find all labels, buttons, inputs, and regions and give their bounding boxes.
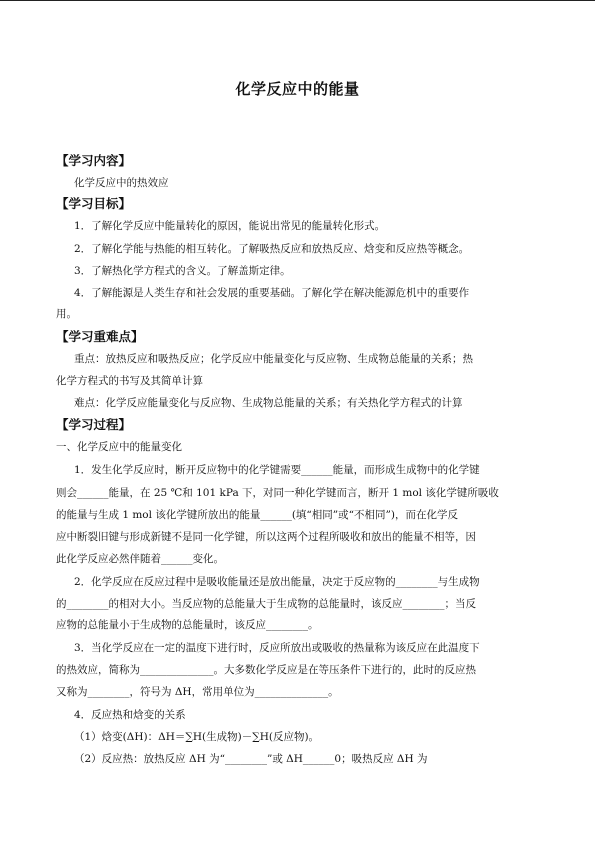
goal-item-2: 2．了解化学能与热能的相互转化。了解吸热反应和放热反应、焓变和反应热等概念。 [74,243,470,255]
content-text: 化学反应中的热效应 [74,177,169,189]
process-line: 应物的总能量小于生成物的总能量时，该反应________。 [56,619,319,631]
top-border-line [0,0,595,1]
section-heading-goals: 【学习目标】 [56,196,132,211]
process-line: 则会______能量，在 25 ℃和 101 kPa 下，对同一种化学键而言，断开 1 mol 该化学键所吸收 [56,487,499,499]
page-title: 化学反应中的能量 [235,80,360,98]
key-point-line-1: 重点：放热反应和吸热反应；化学反应中能量变化与反应物、生成物总能量的关系；热 [74,353,473,365]
section-heading-content: 【学习内容】 [56,153,132,168]
process-line: （2）反应热：放热反应 ΔH 为“________”或 ΔH______0；吸热反应 ΔH 为 [74,753,428,765]
process-line: 的________的相对大小。当反应物的总能量大于生成物的总能量时，该反应________；当反 [56,598,476,610]
process-line: 1．发生化学反应时，断开反应物中的化学键需要______能量，而形成生成物中的化学键 [74,464,480,476]
process-line: 2．化学反应在反应过程中是吸收能量还是放出能量，决定于反应物的________与生成物 [74,576,480,588]
process-line: 4．反应热和焓变的关系 [74,709,186,721]
goal-item-1: 1．了解化学反应中能量转化的原因，能说出常见的能量转化形式。 [74,220,386,232]
process-line: 应中断裂旧键与形成新键不是同一化学键，所以这两个过程所吸收和放出的能量不相等，因 [56,531,476,543]
process-line: 的能量与生成 1 mol 该化学键所放出的能量______(填“相同”或“不相同”)，而在化学反 [56,509,458,521]
section-heading-key-points: 【学习重难点】 [56,329,144,344]
goal-item-4-cont: 用。 [56,308,77,320]
key-point-line-3: 难点：化学反应能量变化与反应物、生成物总能量的关系；有关热化学方程式的计算 [74,397,463,409]
process-line: （1）焓变(ΔH)：ΔH＝∑H(生成物)－∑H(反应物)。 [74,731,320,743]
process-line: 一、化学反应中的能量变化 [56,441,182,453]
key-point-line-2: 化学方程式的书写及其简单计算 [56,375,203,387]
goal-item-3: 3．了解热化学方程式的含义。了解盖斯定律。 [74,265,291,277]
process-line: 此化学反应必然伴随着______变化。 [56,553,224,565]
section-heading-process: 【学习过程】 [56,417,132,432]
process-line: 的热效应，简称为______________。大多数化学反应是在等压条件下进行的，此时的反应热 [56,664,476,676]
process-line: 3．当化学反应在一定的温度下进行时，反应所放出或吸收的热量称为该反应在此温度下 [74,642,480,654]
goal-item-4: 4．了解能源是人类生存和社会发展的重要基础。了解化学在解决能源危机中的重要作 [74,287,470,299]
process-line: 又称为________，符号为 ΔH，常用单位为______________。 [56,686,339,698]
